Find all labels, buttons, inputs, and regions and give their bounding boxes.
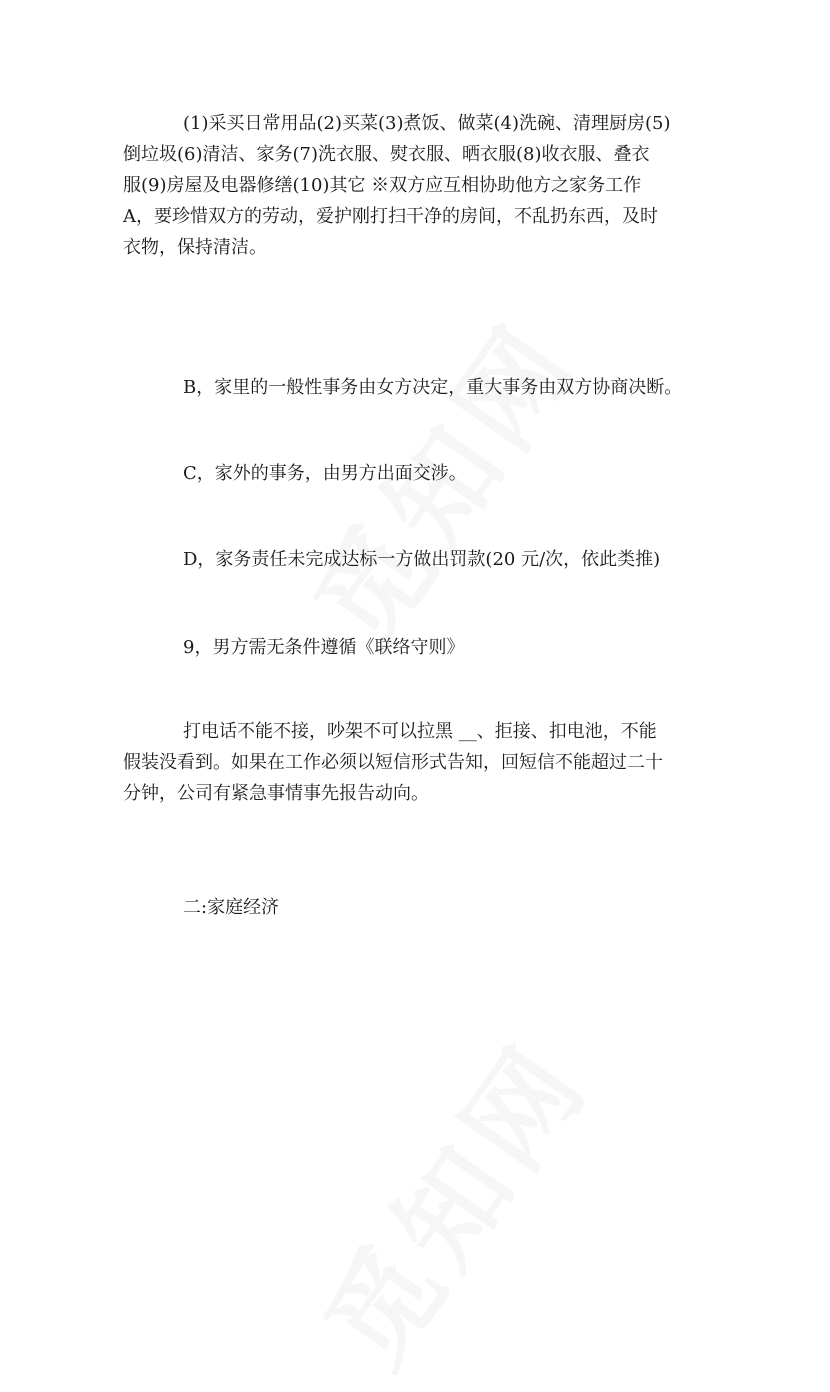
item-9-paragraph: 9，男方需无条件遵循《联络守则》 (183, 637, 465, 658)
text-line: 打电话不能不接，吵架不可以拉黑 __、拒接、扣电池，不能 (183, 721, 657, 742)
text-line: (1)采买日常用品(2)买菜(3)煮饭、做菜(4)洗碗、清理厨房(5) (183, 113, 671, 134)
contact-rules-paragraph (123, 716, 713, 809)
text-line: A，要珍惜双方的劳动，爱护刚打扫干净的房间，不乱扔东西，及时 (123, 206, 658, 227)
text-line: 衣物，保持清洁。 (123, 237, 267, 258)
item-c-paragraph: C，家外的事务，由男方出面交涉。 (183, 463, 467, 484)
chores-list-paragraph (123, 108, 713, 263)
text-line: 服(9)房屋及电器修缮(10)其它 ※双方应互相协助他方之家务工作 (123, 175, 642, 196)
text-line: 分钟，公司有紧急事情事先报告动向。 (123, 783, 429, 804)
item-d-paragraph: D，家务责任未完成达标一方做出罚款(20 元/次，依此类推) (183, 549, 661, 570)
text-line: 倒垃圾(6)清洁、家务(7)洗衣服、熨衣服、晒衣服(8)收衣服、叠衣 (123, 144, 650, 165)
watermark (282, 1006, 618, 1392)
text-line: 假装没看到。如果在工作必须以短信形式告知，回短信不能超过二十 (123, 752, 663, 773)
item-b-paragraph: B，家里的一般性事务由女方决定，重大事务由双方协商决断。 (183, 377, 683, 398)
section-heading: 二:家庭经济 (183, 897, 280, 918)
